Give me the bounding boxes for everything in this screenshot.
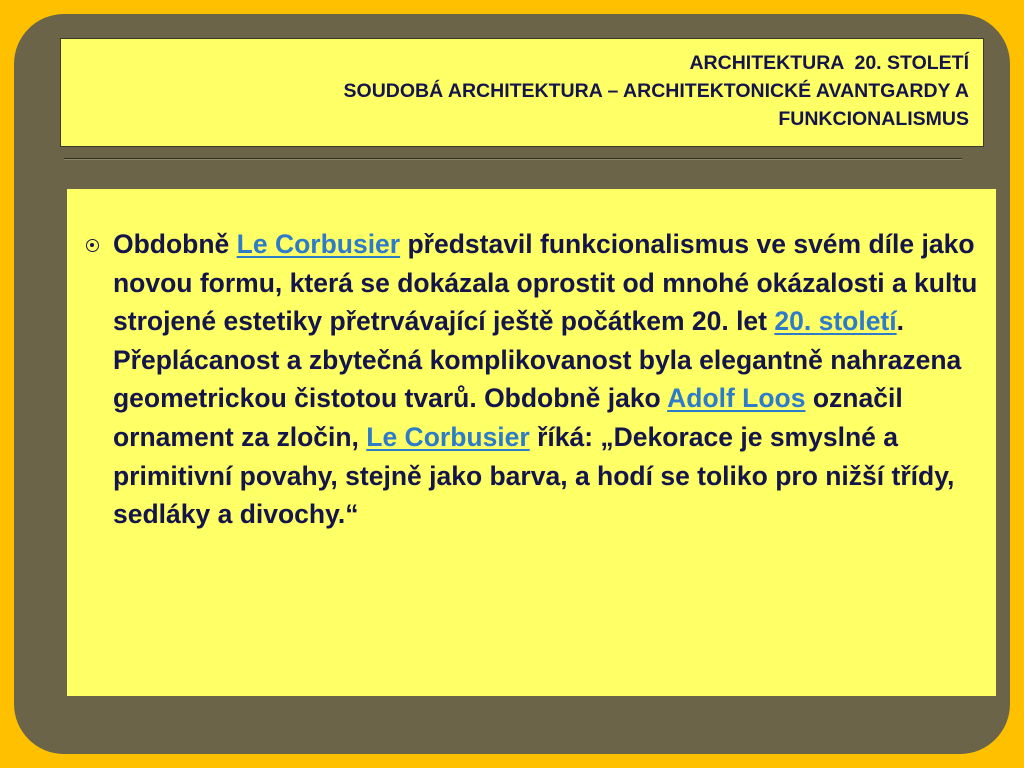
content-panel — [67, 189, 996, 696]
text-segment: označil ornament za zločin, — [113, 383, 903, 452]
link-20-stoleti[interactable]: 20. století — [774, 306, 897, 337]
slide-title-line-3: FUNKCIONALISMUS — [778, 108, 969, 130]
text-segment: představil funkcionalismus ve svém díle jako novou formu, která se dokázala oprostit od mnohé okázalosti a kultu strojené estetiky přetrvávající ještě počátkem 20. let — [113, 229, 978, 337]
bullet-paragraph — [113, 225, 991, 534]
target-bullet-icon — [86, 239, 99, 252]
slide-title-box — [60, 38, 984, 147]
link-le-corbusier-2[interactable]: Le Corbusier — [366, 421, 530, 452]
text-segment: Obdobně — [113, 229, 237, 259]
link-le-corbusier[interactable]: Le Corbusier — [236, 229, 401, 259]
text-segment: . Přeplácanost a zbytečná komplikovanost byla elegantně nahrazena geometrickou čistotou tvarů. Obdobně jako — [113, 306, 962, 414]
title-divider — [64, 158, 962, 160]
text-segment: říká: „Dekorace je smyslné a primitivní povahy, stejně jako barva, a hodí se toliko pro nižší třídy, sedláky a divochy.“ — [113, 421, 955, 530]
slide-title-line-2: SOUDOBÁ ARCHITEKTURA – ARCHITEKTONICKÉ AVANTGARDY A — [343, 80, 969, 102]
link-adolf-loos[interactable]: Adolf Loos — [667, 383, 806, 414]
slide-title-line-1: ARCHITEKTURA 20. STOLETÍ — [689, 52, 969, 74]
